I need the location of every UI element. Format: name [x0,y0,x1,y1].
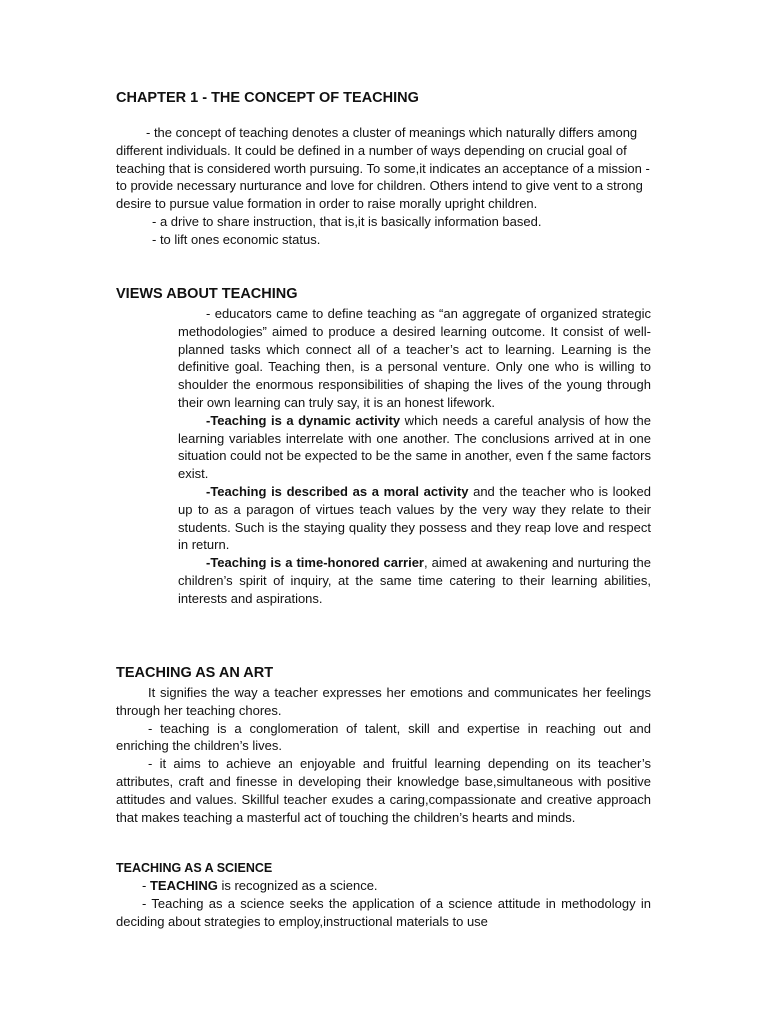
views-paragraph-definition: - educators came to define teaching as “an aggregate of organized strategic methodologies” aimed to produce a desired learning outcome. It consist of well-planned tasks which connect all of a teacher’s act to learning. Learning is the definitive goal. Teaching then, is a personal venture. Only one who is willing to shoulder the enormous responsibilities of shaping the lives of the young through their own learning can truly say, it is an honest lifework. [178,306,651,410]
science-section [116,877,651,930]
views-moral-term: -Teaching is described as a moral activity [206,483,469,499]
views-paragraph-moral [178,483,651,554]
views-section [178,305,651,608]
science-paragraph-application: - Teaching as a science seeks the application of a science attitude in methodology in deciding about strategies to employ,instructional materials to use [116,895,651,929]
views-paragraph-dynamic [178,412,651,483]
views-carrier-text: , aimed at awakening and nurturing the children’s spirit of inquiry, at the same time catering to their learning abilities, interests and aspirations. [178,555,651,606]
chapter-item-drive: - a drive to share instruction, that is,it is basically information based. [152,213,542,229]
views-carrier-term: -Teaching is a time-honored carrier [206,555,424,571]
art-paragraph-conglomeration: - teaching is a conglomeration of talent, skill and expertise in reaching out and enriching the children’s lives. [116,720,651,754]
views-heading: VIEWS ABOUT TEACHING [116,286,298,302]
art-paragraph-signifies: It signifies the way a teacher expresses her emotions and communicates her feelings through her teaching chores. [116,685,651,718]
chapter-item-economic: - to lift ones economic status. [152,231,321,247]
art-heading: TEACHING AS AN ART [116,665,274,681]
views-dynamic-term: -Teaching is a dynamic activity [206,412,401,428]
science-term: TEACHING [149,878,218,893]
chapter-intro-section [116,124,651,249]
views-paragraph-carrier [178,554,651,607]
science-paragraph-recognized [116,877,651,895]
art-section [116,684,651,826]
chapter-title: CHAPTER 1 - THE CONCEPT OF TEACHING [116,90,419,106]
chapter-intro-paragraph: - the concept of teaching denotes a cluster of meanings which naturally differs among different individuals. It could be defined in a number of ways depending on crucial goal of teaching that is considered worth pursuing. To some,it indicates an acceptance of a mission - to provide necessary nurturance and love for children. Others intend to give vent to a strong desire to pursue value formation in order to raise morally upright children. [116,125,650,212]
science-recognized-text: is recognized as a science. [217,878,378,893]
views-moral-text: and the teacher who is looked up to as a paragon of virtues teach values by the very way they relate to their students. Such is the staying quality they possess and they reap love and respect in return. [178,483,651,553]
science-heading: TEACHING AS A SCIENCE [116,861,273,875]
science-dash: - [142,878,150,893]
art-paragraph-aims: - it aims to achieve an enjoyable and fruitful learning depending on its teacher’s attributes, craft and finesse in developing their knowledge base,simultaneous with positive attitudes and values. Skillful teacher exudes a caring,compassionate and creative approach that makes teaching a masterful act of touching the children’s hearts and minds. [116,756,651,825]
views-dynamic-text: which needs a careful analysis of how the learning variables interrelate with one another. The conclusions arrived at in one situation could not be expected to be the same in another, even f the same factors exist. [178,412,651,482]
